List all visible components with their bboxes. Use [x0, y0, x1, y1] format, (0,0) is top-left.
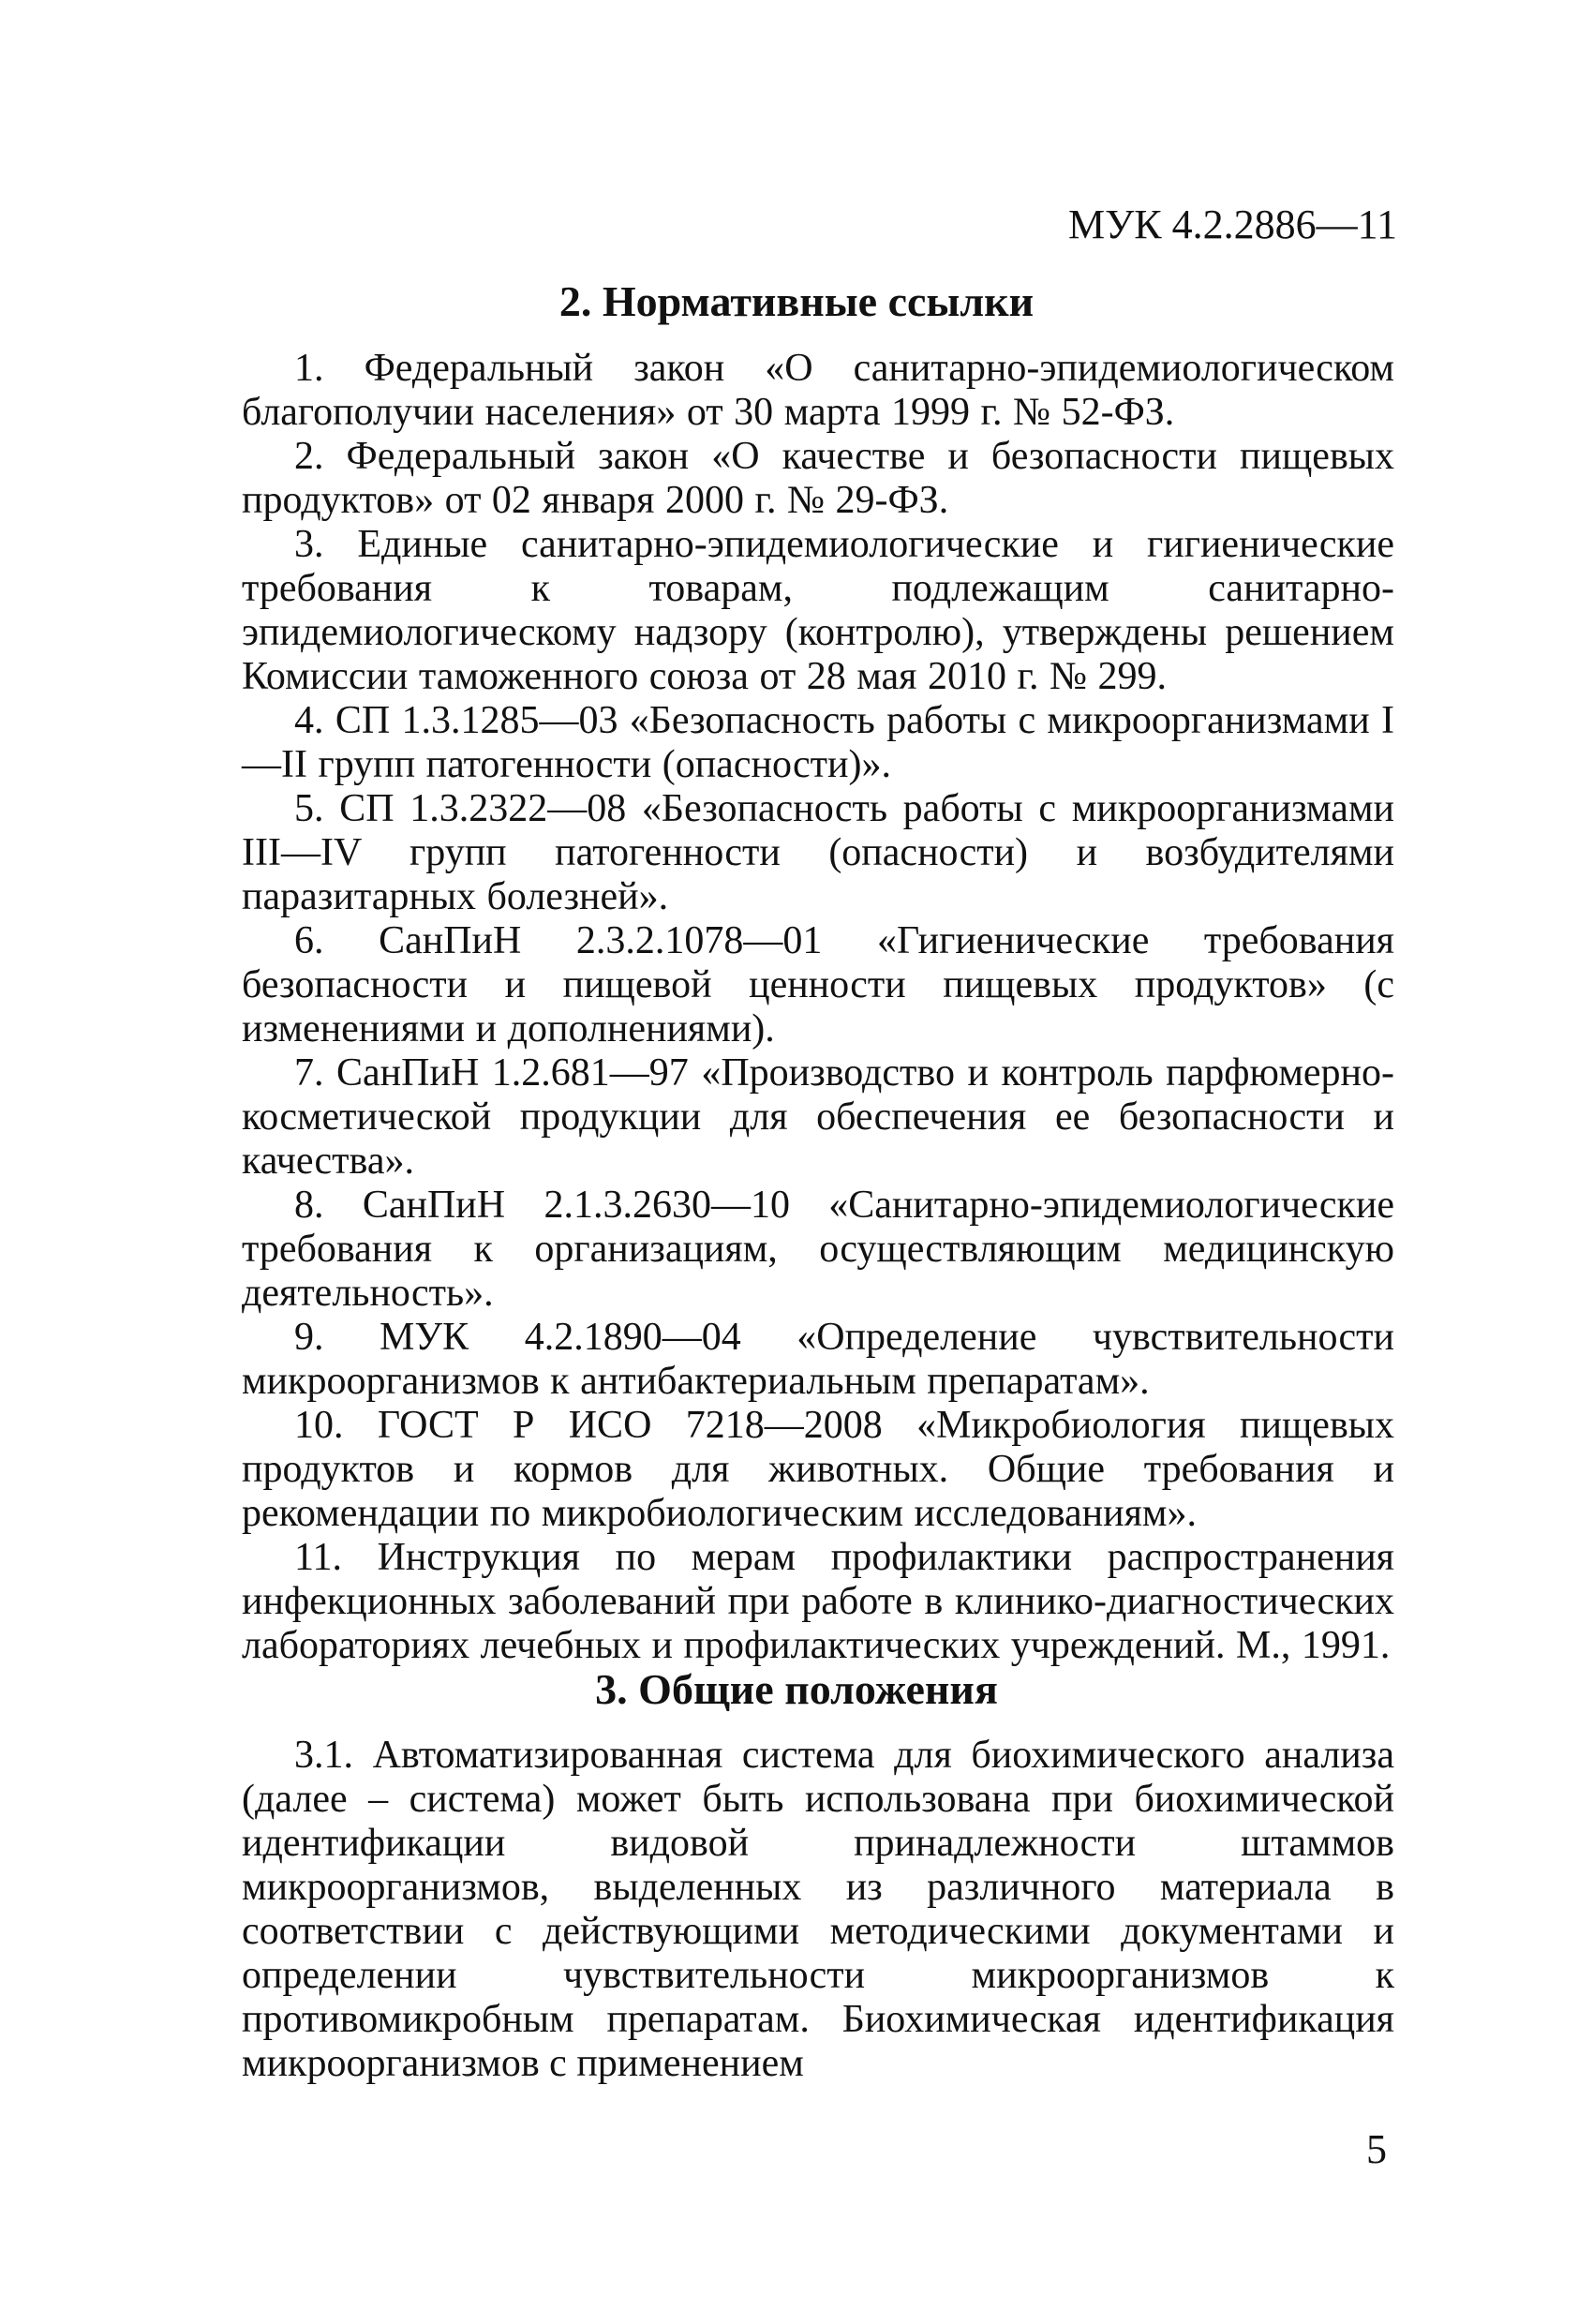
reference-item-11: [242, 1536, 1394, 1668]
reference-item-5: [242, 787, 1394, 919]
reference-item-3: [242, 523, 1394, 699]
reference-text: СанПиН 2.1.3.2630—10 «Санитарно-эпидемиологические требования к организациям, осуществляющим медицинскую деятельность».: [242, 1184, 1395, 1315]
page-number: 5: [1366, 2126, 1387, 2172]
reference-item-1: [242, 347, 1394, 435]
reference-text: Федеральный закон «О качестве и безопасности пищевых продуктов» от 02 января 2000 г. № 29-ФЗ.: [242, 435, 1394, 522]
reference-item-2: [242, 435, 1394, 523]
reference-text: СанПиН 2.3.2.1078—01 «Гигиенические требования безопасности и пищевой ценности пищевых продуктов» (с изменениями и дополнениями).: [242, 919, 1394, 1050]
reference-item-9: [242, 1316, 1394, 1404]
reference-text: ГОСТ Р ИСО 7218—2008 «Микробиология пищевых продуктов и кормов для животных. Общие требования и рекомендации по микробиологическим исследованиям».: [242, 1404, 1394, 1535]
reference-item-4: [242, 699, 1394, 787]
reference-item-6: [242, 919, 1394, 1051]
reference-number: 3.: [294, 523, 324, 566]
reference-number: 2.: [294, 435, 324, 478]
reference-number: 1.: [294, 347, 324, 390]
reference-item-8: [242, 1184, 1394, 1316]
reference-number: 8.: [294, 1184, 324, 1227]
reference-item-7: [242, 1051, 1394, 1184]
reference-number: 11.: [294, 1536, 342, 1579]
reference-number: 4.: [294, 699, 324, 742]
reference-text: Единые санитарно-эпидемиологические и гигиенические требования к товарам, подлежащим санитарно-эпидемиологическому надзору (контролю), утверждены решением Комиссии таможенного союза от 28 мая 2010 г. № 299.: [242, 523, 1395, 698]
reference-text: СП 1.3.1285—03 «Безопасность работы с микроорганизмами I—II групп патогенности (опасности)».: [242, 699, 1394, 786]
reference-text: Федеральный закон «О санитарно-эпидемиологическом благополучии населения» от 30 марта 1999 г. № 52-ФЗ.: [242, 347, 1395, 434]
document-code: МУК 4.2.2886—11: [1068, 201, 1397, 247]
general-section-title: 3. Общие положения: [595, 1665, 998, 1713]
normative-references-list: [242, 347, 1394, 1668]
reference-text: СанПиН 1.2.681—97 «Производство и контроль парфюмерно-косметической продукции для обеспечения ее безопасности и качества».: [242, 1051, 1394, 1183]
reference-text: СП 1.3.2322—08 «Безопасность работы с микроорганизмами III—IV групп патогенности (опасности) и возбудителями паразитарных болезней».: [242, 787, 1394, 918]
reference-number: 5.: [294, 787, 324, 830]
reference-text: Инструкция по мерам профилактики распространения инфекционных заболеваний при работе в клинико-диагностических лабораториях лечебных и профилактических учреждений. М., 1991.: [242, 1536, 1394, 1667]
reference-number: 7.: [294, 1051, 324, 1095]
reference-item-10: [242, 1404, 1394, 1536]
reference-number: 6.: [294, 919, 324, 962]
reference-number: 10.: [294, 1404, 344, 1447]
reference-number: 9.: [294, 1316, 324, 1359]
general-paragraph-3-1: 3.1. Автоматизированная система для биохимического анализа (далее – система) может быть использована при биохимической идентификации видовой принадлежности штаммов микроорганизмов, выделенных из различного материала в соответствии с действующими методическими документами и определении чувствительности микроорганизмов к противомикробным препаратам. Биохимическая идентификация микроорганизмов с применением: [242, 1734, 1394, 2085]
references-section-title: 2. Нормативные ссылки: [558, 277, 1035, 325]
reference-text: МУК 4.2.1890—04 «Определение чувствительности микроорганизмов к антибактериальным препаратам».: [242, 1316, 1394, 1403]
